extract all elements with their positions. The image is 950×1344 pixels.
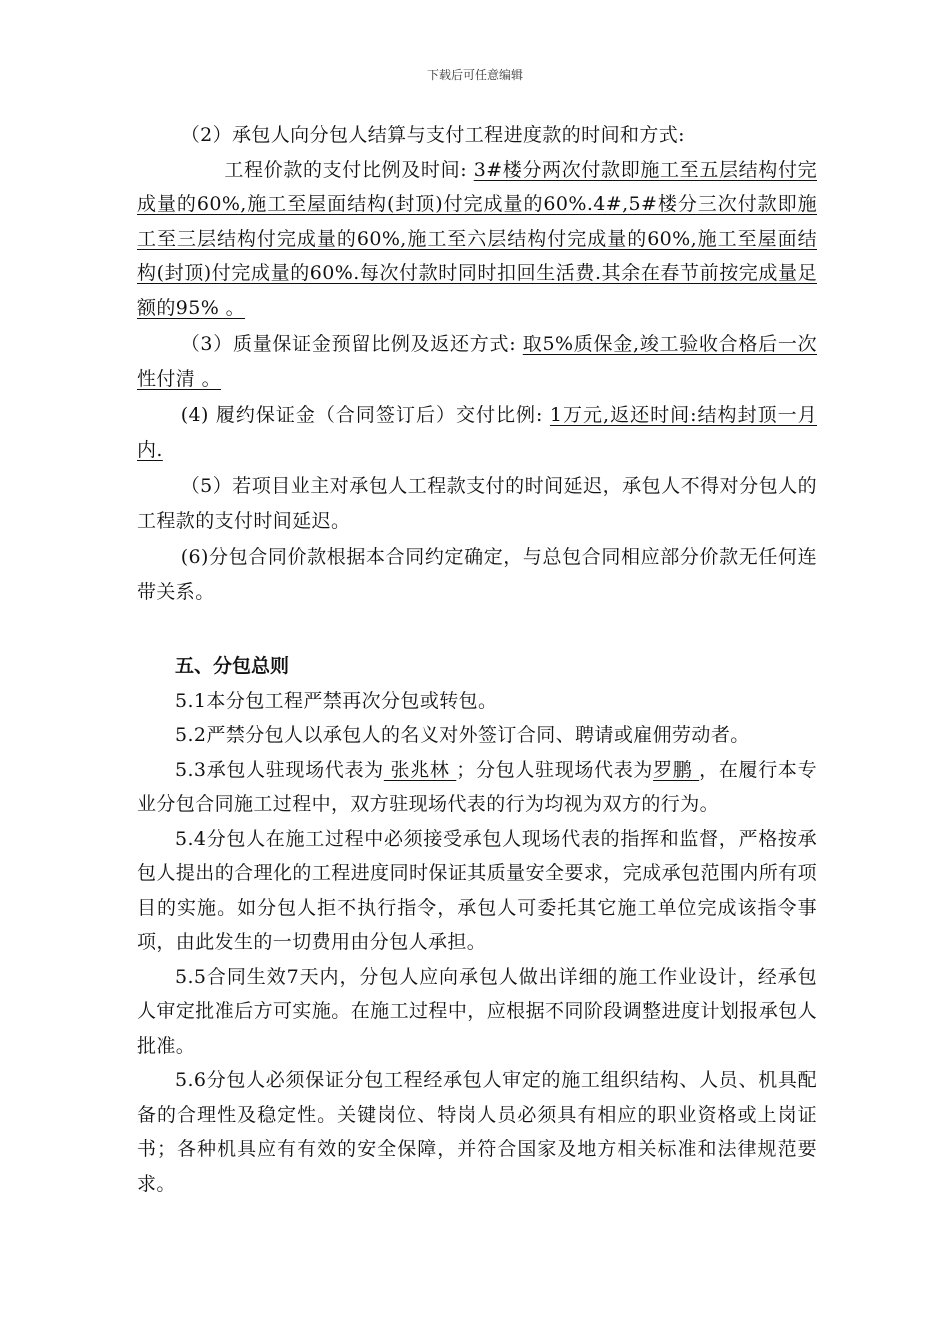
- subcontractor-representative: 罗鹏: [653, 758, 700, 781]
- document-body: [137, 118, 817, 1201]
- clause-5-3-text-b: ；分包人驻现场代表为: [456, 758, 654, 781]
- clause-5-4: 5.4分包人在施工过程中必须接受承包人现场代表的指挥和监督，严格按承包人提出的合理化的工程进度同时保证其质量安全要求，完成承包范围内所有项目的实施。如分包人拒不执行指令，承包人可委托其它施工单位完成该指令事项，由此发生的一切费用由分包人承担。: [137, 827, 817, 953]
- performance-bond-value: 1万元,返还时间:结构封顶一月内.: [137, 404, 818, 461]
- payment-ratio-paragraph: [137, 153, 817, 326]
- clause-5-3-text-a: 5.3承包人驻现场代表为: [175, 758, 384, 781]
- section-title-general-rules: 五、分包总则: [175, 655, 290, 677]
- payment-ratio-label: 工程价款的支付比例及时间:: [224, 158, 474, 181]
- payment-delay-clause: （5）若项目业主对承包人工程款支付的时间延迟，承包人不得对分包人的工程款的支付时间延迟。: [137, 475, 817, 532]
- clause-5-6: 5.6分包人必须保证分包工程经承包人审定的施工组织结构、人员、机具配备的合理性及稳定性。关键岗位、特岗人员必须具有相应的职业资格或上岗证书；各种机具应有有效的安全保障，并符合国家及地方相关标准和法律规范要求。: [137, 1069, 817, 1195]
- payment-ratio-value: 3#楼分两次付款即施工至五层结构付完成量的60%,施工至屋面结构(封顶)付完成量的60%.4#,5#楼分三次付款即施工至三层结构付完成量的60%,施工至六层结构付完成量的60%,施工至屋面结构(封顶)付完成量的60%.每次付款时同时扣回生活费.其余在春节前按完成量足额的95% 。: [137, 158, 817, 319]
- quality-deposit-paragraph: [137, 327, 817, 396]
- performance-bond-label: (4) 履约保证金（合同签订后）交付比例:: [180, 404, 550, 426]
- clause-5-3-text-c: ，在履行本专业分包合同施工过程中，双方驻现场代表的行为均视为双方的行为。: [137, 758, 817, 815]
- payment-schedule-heading: （2）承包人向分包人结算与支付工程进度款的时间和方式:: [180, 124, 685, 146]
- clause-5-1: 5.1本分包工程严禁再次分包或转包。: [175, 689, 498, 712]
- clause-5-2: 5.2严禁分包人以承包人的名义对外签订合同、聘请或雇佣劳动者。: [175, 724, 750, 746]
- clause-5-5: 5.5合同生效7天内，分包人应向承包人做出详细的施工作业设计，经承包人审定批准后方可实施。在施工过程中，应根据不同阶段调整进度计划报承包人批准。: [137, 965, 817, 1057]
- contractor-representative: 张兆林: [383, 758, 457, 781]
- clause-5-3: [137, 753, 817, 822]
- quality-deposit-value: 取5%质保金,竣工验收合格后一次性付清 。: [137, 333, 817, 390]
- page-header: 下载后可任意编辑: [426, 68, 523, 82]
- contract-price-clause: (6)分包合同价款根据本合同约定确定，与总包合同相应部分价款无任何连带关系。: [137, 546, 817, 603]
- quality-deposit-label: （3）质量保证金预留比例及返还方式:: [180, 333, 523, 355]
- performance-bond-paragraph: [137, 398, 817, 467]
